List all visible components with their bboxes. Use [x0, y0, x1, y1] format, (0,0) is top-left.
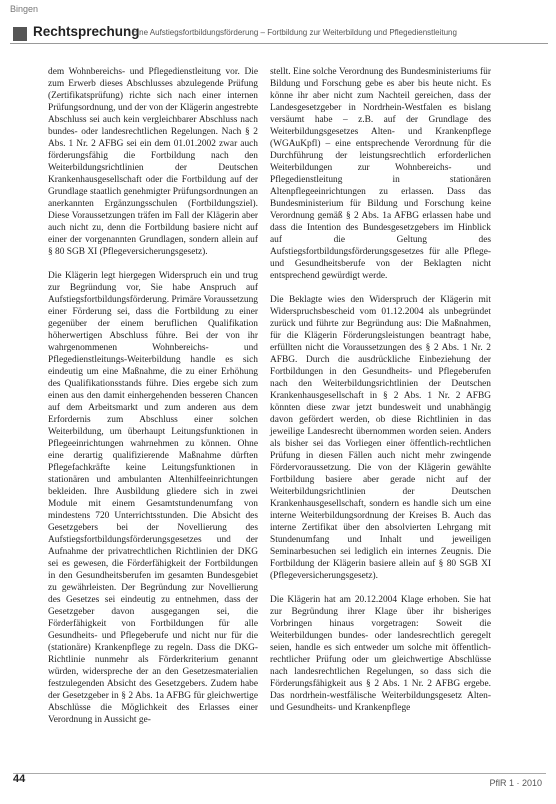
- paragraph: dem Wohnbereichs- und Pflegedienstleitung vor. Die zum Erwerb dieses Abschlusses abzulegende Prüfung (Zertifikatsprüfung) richte sich nach einer internen Prüfungsordnung, und der von der Klägerin angestrebte Abschluss sei auch kein vergleichbarer Abschluss nach bundes- oder landesrechtlichen Regelungen. Nach § 2 Abs. 1 Nr. 2 AFBG sei ein dem 01.01.2002 zwar auch förderungsfähig die Fortbildung nach den Weiterbildungsrichtlinien der Deutschen Krankenhausgesellschaft oder die Fortbildung auf der Grundlage staatlich genehmigter Prüfungsordnungen an anerkannten Ergänzungsschulen (Fortbildungsziel). Diese Voraussetzungen träfen im Fall der Klägerin aber auch nicht zu, denn die Fortbildung basiere nicht auf einer der vorgenannten Grundlagen, sondern allein auf § 80 SGB XI (Pflegeversicherungsgesetz).: [48, 67, 258, 257]
- running-head-marker: [13, 27, 27, 41]
- paragraph: Die Klägerin hat am 20.12.2004 Klage erhoben. Sie hat zur Begründung ihrer Klage über ihr bisheriges Vorbringen hinaus vorgetragen: Soweit die Weiterbildungen bundes- oder landesrechtlich geregelt seien, handle es sich entweder um solche mit öffentlich-rechtlicher Prüfung oder um gleichwertige Abschlüsse nach landesrechtlichen Regelungen, so dass sich die Förderungsfähigkeit aus § 2 Abs. 1 Nr. 2 AFBG ergebe. Das nordrhein-westfälische Weiterbildungsgesetz Alten- und Gesundheits- und Krankenpflege: [270, 595, 491, 713]
- paragraph: Die Klägerin legt hiergegen Widerspruch ein und trug zur Begründung vor, Sie habe Anspruch auf Aufstiegsfortbildungsförderung. Primäre Voraussetzung einer Förderung sei, dass die Fortbildung zu einer gegenüber der einem beruflichen Qualifikation höherwertigen Abschluss führe. Bei der von ihr wahrgenommenen Wohnbereichs- und Pflegedienstleitungs-Weiterbildung handle es sich eindeutig um eine Maßnahme, die zu einer Erhöhung des Qualifikationsstands führe. Dies ergebe sich zum einen aus den damit einhergehenden besseren Chancen auf dem Arbeitsmarkt und zum anderen aus dem Erfordernis zum Abschluss einer solchen Weiterbildung, um überhaupt Leitungsfunktionen in Pflegeeinrichtungen wahrnehmen zu können. Ohne eine derartig qualifizierende Maßnahme dürften Pflegefachkräfte keine Leitungsfunktionen in stationären und ambulanten Altenhilfeeinrichtungen bekleiden. Ihre Ausbildung gliedere sich in zwei Module mit einem Gesamtstundenumfang von mindestens 720 Unterrichtsstunden. Die Absicht des Gesetzgebers bei der Novellierung des Aufstiegsfortbildungsförderungsgesetzes und der Aufnahme der privatrechtlichen Richtlinien der DKG sei es gewesen, die Förderfähigkeit der Fortbildungen in den Gesundheitsberufen im gesamten Bundesgebiet zu gewährleisten. Der Begründung zur Novellierung des Gesetzes sei eindeutig zu entnehmen, dass der Gesetzgeber davon ausgegangen sei, die Förderfähigkeit von Fortbildungen für alle Gesundheits- und Pflegeberufe und nicht nur für die (stationäre) Krankenpflege zu regeln. Dass die DKG-Richtlinie nunmehr als Förderkriterium genannt würden, widerspreche der an den Gesetzesmaterialien festzulegenden Absicht des Gesetzgebers. Zudem habe der Gesetzgeber in § 2 Abs. 1a AFBG für gleichwertige Abschlüsse die Möglichkeit des Erlasses einer Verordnung in Aussicht ge-: [48, 271, 258, 725]
- paragraph: stellt. Eine solche Verordnung des Bundesministeriums für Bildung und Forschung gebe es aber bis heute nicht. Es könne ihr aber nicht zum Nachteil gereichen, dass der Landesgesetzgeber in Nordrhein-Westfalen es bislang versäumt habe – z.B. auf der Grundlage des Weiterbildungsgesetzes Alten- und Krankenpflege (WGAuKpfl) – eine entsprechende Verordnung für die Durchführung der leistungsrechtlich erforderlichen Weiterbildungen zur Wohnbereichs- und Pflegedienstleitung in stationären Altenpflegeeinrichtungen zu erlassen. Dass das Bundesministerium für Bildung und Forschung keine Verordnung gemäß § 2 Abs. 1a AFBG erlassen habe und dass die Intention des Bundesgesetzgebers im Hinblick auf die Geltung des Aufstiegsfortbildungsförderungsgesetzes für alle Pflege- und Gesundheitsberufe von der Beklagten nicht entsprechend gewürdigt werde.: [270, 67, 491, 281]
- running-head-subtitle: Eine Aufstiegsfortbildungsförderung – Fortbildung zur Weiterbildung und Pflegedienstleitung: [132, 28, 457, 37]
- journal-issue: PflR 1 · 2010: [489, 778, 542, 788]
- running-head-rule: [10, 43, 548, 44]
- page-number: 44: [13, 773, 26, 785]
- page-tag: Bingen: [10, 4, 39, 14]
- paragraph: Die Beklagte wies den Widerspruch der Klägerin mit Widerspruchsbescheid vom 01.12.2004 als unbegründet zurück und führte zur Begründung aus: Die Maßnahmen, für die Klägerin Förderungsleistungen beantragt habe, erfüllten nicht die Voraussetzungen des § 2 Abs. 1 Nr. 2 AFBG. Durch die ausdrückliche Einbeziehung der Fortbildungen in den Gesundheits- und Pflegeberufen nach den Weiterbildungsrichtlinien der Deutschen Krankenhausgesellschaft in § 2 Abs. 1 Nr. 2 AFBG könnten diese zwar jetzt bundesweit und unabhängig davon gefördert werden, ob diese Richtlinien in das jeweilige Landesrecht übernommen worden seien. Anders als bisher sei das Vorliegen einer öffentlich-rechtlichen Prüfung in diesen Fällen auch nicht mehr zwingende Fördervoraussetzung. Die von der Klägerin gewählte Fortbildung basiere aber gerade nicht auf der Weiterbildungsrichtlinien der Deutschen Krankenhausgesellschaft, sondern es handle sich um eine interne Weiterbildungsordnung der Kreises B. Auch das interne Zertifikat über den absolvierten Lehrgang mit Stundenumfang und Inhalt und jeweiligen Seminarbesuchen sei lediglich ein internes Zeugnis. Die Fortbildung der Klägerin basiere allein auf § 80 SGB XI (Pflegeversicherungsgesetz).: [270, 295, 491, 581]
- right-column: [270, 66, 491, 726]
- footer-rule: [13, 773, 546, 774]
- left-column: [48, 66, 258, 738]
- running-head-title: Rechtsprechung: [33, 24, 140, 39]
